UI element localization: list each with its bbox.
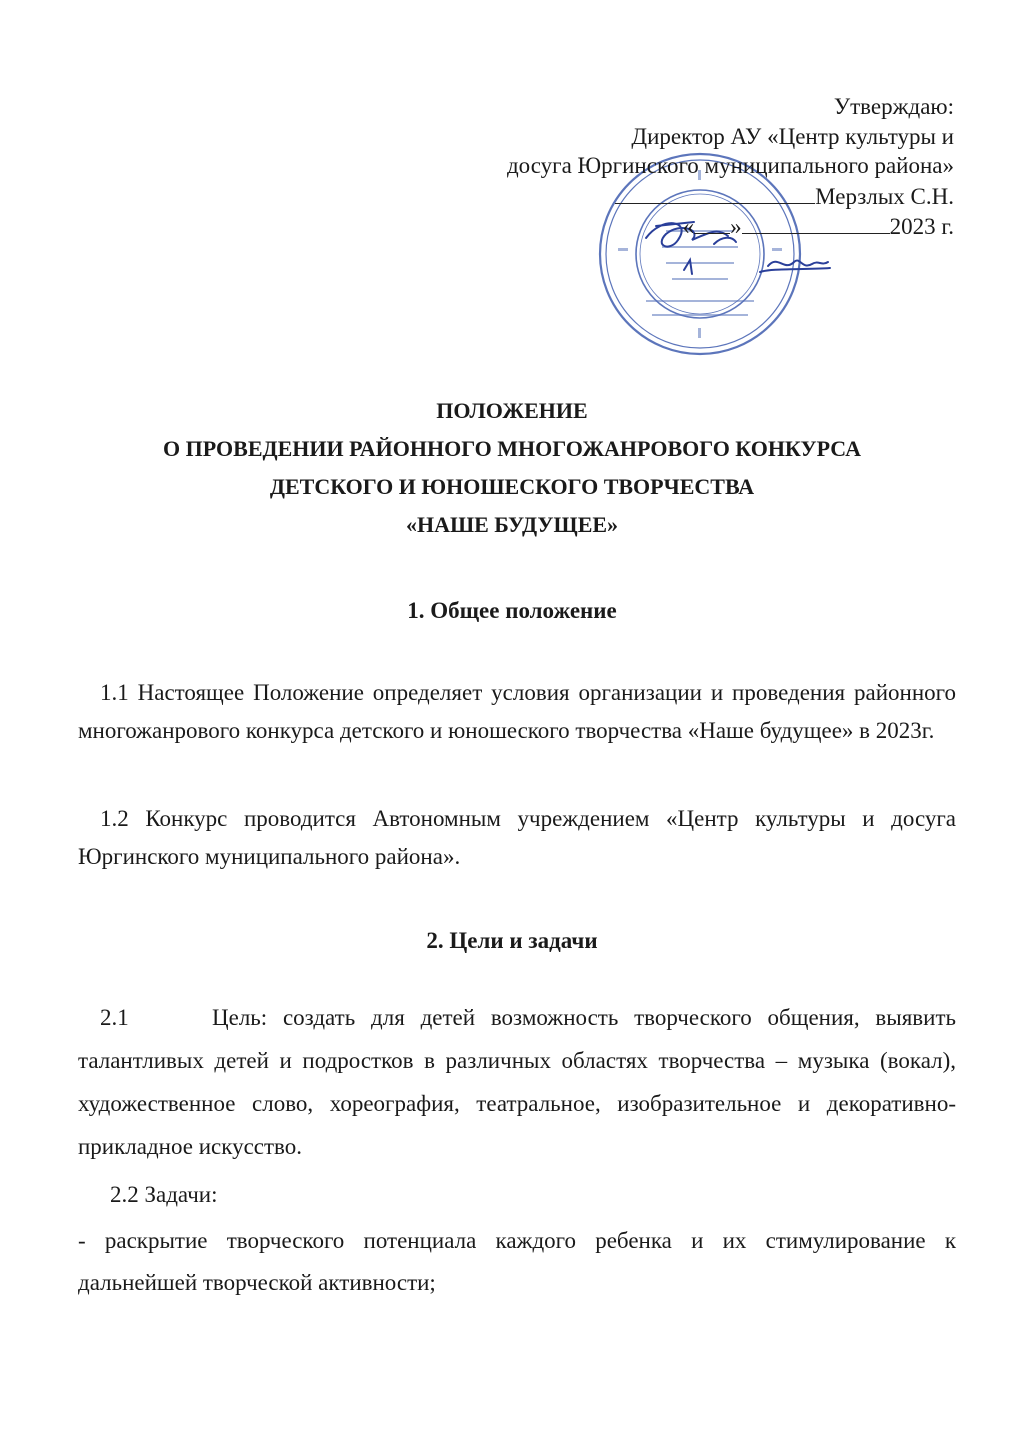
paragraph-1-1: 1.1 Настоящее Положение определяет условия организации и проведения районного многожанрового конкурса детского и юношеского творчества «Наше будущее» в 2023г.	[78, 680, 956, 743]
paragraph-2-1-number: 2.1	[100, 1005, 129, 1030]
date-month-blank	[742, 211, 890, 234]
task-item-1: - раскрытие творческого потенциала каждого ребенка и их стимулирование к дальнейшей творческой активности;	[78, 1228, 956, 1295]
approver-position: Директор АУ «Центр культуры и	[631, 123, 954, 149]
title-line-3: ДЕТСКОГО И ЮНОШЕСКОГО ТВОРЧЕСТВА	[269, 474, 755, 499]
date-open-quote: «	[682, 214, 695, 239]
section-2-heading: 2. Цели и задачи	[426, 928, 598, 953]
title-line-2: О ПРОВЕДЕНИИ РАЙОННОГО МНОГОЖАНРОВОГО КОНКУРСА	[163, 436, 861, 461]
paragraph-1-2: 1.2 Конкурс проводится Автономным учреждением «Центр культуры и досуга Юргинского муниципального района».	[78, 806, 956, 869]
approval-block	[334, 92, 954, 242]
paragraph-2-1-text: Цель: создать для детей возможность творческого общения, выявить талантливых детей и подростков в различных областях творчества – музыка (вокал), художественное слово, хореография, театральное, изобразительное и декоративно-прикладное искусство.	[78, 1005, 956, 1159]
approval-year: 2023 г.	[889, 214, 954, 239]
date-close-quote: »	[730, 214, 742, 239]
document-title	[0, 392, 1024, 544]
section-1-heading: 1. Общее положение	[407, 598, 617, 623]
approver-signature-line	[334, 181, 954, 212]
paragraph-2-1	[78, 996, 956, 1168]
date-day-blank	[694, 211, 730, 234]
title-line-4: «НАШЕ БУДУЩЕЕ»	[405, 512, 619, 537]
approver-name: Мерзлых С.Н.	[815, 183, 954, 209]
title-line-1: ПОЛОЖЕНИЕ	[436, 398, 588, 423]
paragraph-2-2: 2.2 Задачи:	[110, 1182, 218, 1207]
approver-organization: досуга Юргинского муниципального района»	[506, 153, 954, 178]
signature-blank	[615, 181, 815, 204]
approval-date-line	[334, 211, 954, 242]
approval-caption: Утверждаю:	[833, 94, 954, 119]
